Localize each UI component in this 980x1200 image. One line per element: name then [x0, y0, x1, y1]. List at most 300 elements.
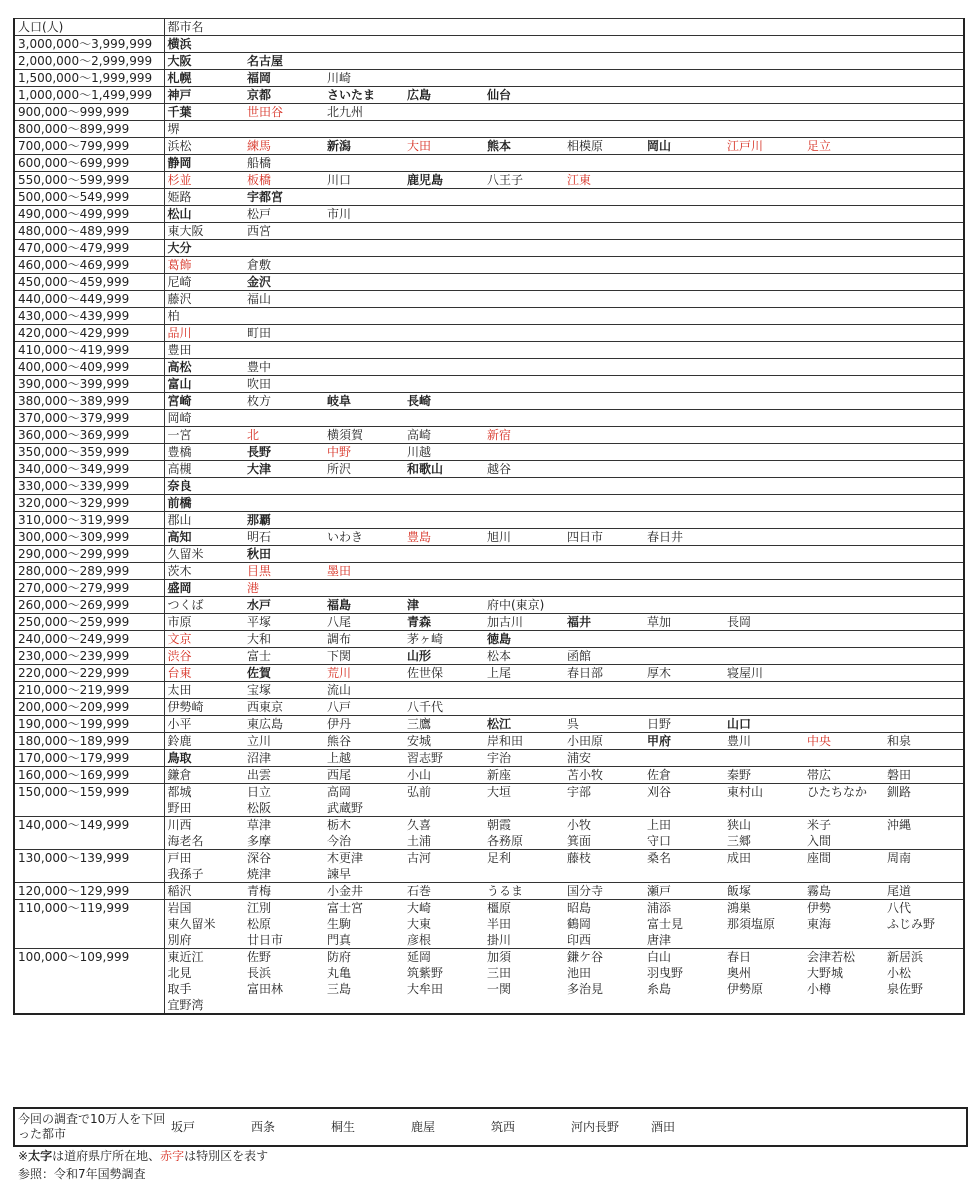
population-range: 1,000,000～1,499,999: [14, 87, 164, 104]
table-row: [14, 410, 964, 427]
city-cell: 鳥取: [164, 750, 244, 767]
population-range-continuation: [14, 833, 164, 850]
city-cell: 入間: [807, 834, 832, 848]
city-cell: [884, 580, 964, 597]
city-cell: 奈良: [164, 478, 244, 495]
city-cell: 吹田: [244, 376, 324, 393]
table-row: [14, 563, 964, 580]
city-cell: 豊橋: [164, 444, 244, 461]
table-row: [14, 189, 964, 206]
city-cell: 藤沢: [164, 291, 244, 308]
city-cell: 豊中: [244, 359, 324, 376]
population-range-continuation: [14, 932, 164, 949]
header-row: [14, 19, 964, 36]
city-cell: [724, 546, 804, 563]
city-cell: [324, 997, 404, 1014]
city-cell: [884, 546, 964, 563]
city-cell: 福島: [324, 597, 404, 614]
city-cell: [324, 512, 404, 529]
city-cell: 北九州: [324, 104, 404, 121]
city-cell: [404, 495, 484, 512]
city-cell: 川口: [324, 172, 404, 189]
city-cell: [484, 342, 564, 359]
population-range: 3,000,000～3,999,999: [14, 36, 164, 53]
city-cell: 厚木: [644, 665, 724, 682]
city-cell: [324, 36, 404, 53]
city-cell: [244, 495, 324, 512]
city-cell: 大牟田: [407, 982, 444, 996]
population-range-continuation: [14, 800, 164, 817]
city-cell: 久喜: [404, 817, 484, 834]
city-cell: 取手: [167, 982, 192, 996]
city-cell: [804, 529, 884, 546]
table-row: [14, 155, 964, 172]
population-range: 160,000～169,999: [14, 767, 164, 784]
city-cell: 西宮: [244, 223, 324, 240]
city-cell: [404, 53, 484, 70]
city-cell: 掛川: [487, 933, 512, 947]
table-row: [14, 478, 964, 495]
city-cell: 佐賀: [244, 665, 324, 682]
city-cell: 出雲: [244, 767, 324, 784]
city-cell: 大垣: [484, 784, 564, 801]
city-cell: [724, 512, 804, 529]
population-range: 470,000～479,999: [14, 240, 164, 257]
below-100k-city: 桐生: [331, 1120, 356, 1134]
city-cell: [564, 240, 644, 257]
city-cell: 浦添: [644, 900, 724, 917]
city-cell: 鎌倉: [164, 767, 244, 784]
notes: [18, 1147, 268, 1183]
city-cell: 練馬: [244, 138, 324, 155]
city-cell: [404, 997, 484, 1014]
city-cell: [404, 291, 484, 308]
table-row: [14, 121, 964, 138]
city-cell: 文京: [164, 631, 244, 648]
city-cell: [484, 376, 564, 393]
city-cell: 加須: [484, 949, 564, 966]
city-cell: 旭川: [484, 529, 564, 546]
city-cell: 佐世保: [404, 665, 484, 682]
city-cell: 大野城: [807, 966, 844, 980]
city-cell: 豊田: [164, 342, 244, 359]
city-cell: 下関: [324, 648, 404, 665]
city-cell: [884, 104, 964, 121]
city-cell: [564, 291, 644, 308]
city-cell: [404, 359, 484, 376]
table-row: [14, 36, 964, 53]
city-cell: [564, 342, 644, 359]
city-cell: [804, 546, 884, 563]
city-cell: [484, 291, 564, 308]
city-cell: [884, 393, 964, 410]
table-row: [14, 444, 964, 461]
city-cell: [644, 495, 724, 512]
city-cell: [404, 478, 484, 495]
city-cell: 浜松: [164, 138, 244, 155]
city-cell: [724, 997, 804, 1014]
table-row: [14, 949, 964, 966]
city-cell: [404, 257, 484, 274]
city-cell: [404, 206, 484, 223]
table-row: [14, 580, 964, 597]
population-range: 2,000,000～2,999,999: [14, 53, 164, 70]
city-cell: [884, 257, 964, 274]
city-cell: [484, 121, 564, 138]
city-cell: 久留米: [164, 546, 244, 563]
population-range: 340,000～349,999: [14, 461, 164, 478]
city-cell: 富士宮: [324, 900, 404, 917]
city-cell: [884, 444, 964, 461]
table-row: [14, 833, 964, 850]
city-cell: 大崎: [404, 900, 484, 917]
city-cell: 江東: [564, 172, 644, 189]
city-cell: さいたま: [324, 87, 404, 104]
city-cell: 港: [244, 580, 324, 597]
source-note: 参照：令和7年国勢調査: [18, 1167, 146, 1181]
city-cell: 高岡: [324, 784, 404, 801]
city-cell: 三島: [327, 982, 352, 996]
city-cell: 柏: [164, 308, 244, 325]
population-range: 100,000～109,999: [14, 949, 164, 966]
table-row: [14, 461, 964, 478]
table-row: [14, 866, 964, 883]
city-cell: 霧島: [804, 883, 884, 900]
city-cell: [644, 800, 724, 817]
city-cell: [644, 393, 724, 410]
city-cell: 京都: [244, 87, 324, 104]
population-range-continuation: [14, 981, 164, 997]
city-cell: [884, 597, 964, 614]
city-cell: [484, 699, 564, 716]
city-cell: [564, 997, 644, 1014]
city-cell: 羽曳野: [647, 966, 684, 980]
city-cell: [484, 189, 564, 206]
city-cell: 佐倉: [644, 767, 724, 784]
city-cell: 堺: [164, 121, 244, 138]
city-cell: [724, 70, 804, 87]
city-cell: 大東: [407, 917, 432, 931]
city-cell: 長崎: [404, 393, 484, 410]
population-range-continuation: [14, 866, 164, 883]
city-cell: [564, 478, 644, 495]
city-cell: [564, 36, 644, 53]
table-row: [14, 206, 964, 223]
population-range: 400,000～409,999: [14, 359, 164, 376]
city-cell: [564, 87, 644, 104]
city-cell: 葛飾: [164, 257, 244, 274]
table-row: [14, 883, 964, 900]
city-cell: [324, 495, 404, 512]
city-cell: 八尾: [324, 614, 404, 631]
city-cell: 寝屋川: [724, 665, 804, 682]
city-cell: 千葉: [164, 104, 244, 121]
city-cell: 上田: [644, 817, 724, 834]
city-cell: [884, 87, 964, 104]
city-cell: 松江: [484, 716, 564, 733]
population-range: 120,000～129,999: [14, 883, 164, 900]
city-cell: 川西: [164, 817, 244, 834]
city-cell: [804, 750, 884, 767]
table-row: [14, 631, 964, 648]
city-cell: 町田: [244, 325, 324, 342]
city-cell: [724, 648, 804, 665]
city-cell: 松戸: [244, 206, 324, 223]
table-row: [14, 965, 964, 981]
city-cell: [484, 682, 564, 699]
city-cell: [724, 393, 804, 410]
city-cell: 周南: [884, 850, 964, 867]
city-cell: 平塚: [244, 614, 324, 631]
city-cell: 高松: [164, 359, 244, 376]
city-cell: [324, 240, 404, 257]
city-cell: 我孫子: [167, 867, 204, 881]
city-cell: 八王子: [484, 172, 564, 189]
city-cell: [484, 563, 564, 580]
table-row: [14, 767, 964, 784]
city-cell: [724, 427, 804, 444]
city-cell: 野田: [167, 801, 192, 815]
city-cell: [324, 53, 404, 70]
city-cell: 藤枝: [564, 850, 644, 867]
city-cell: 橿原: [484, 900, 564, 917]
city-cell: [324, 546, 404, 563]
city-cell: [724, 631, 804, 648]
city-cell: [884, 512, 964, 529]
city-cell: [564, 155, 644, 172]
city-cell: 茅ヶ崎: [404, 631, 484, 648]
city-cell: 静岡: [164, 155, 244, 172]
city-cell: 春日部: [564, 665, 644, 682]
city-cell: [804, 682, 884, 699]
city-cell: 大分: [164, 240, 244, 257]
city-cell: [884, 461, 964, 478]
city-cell: 上尾: [484, 665, 564, 682]
city-cell: [884, 716, 964, 733]
city-cell: 名古屋: [244, 53, 324, 70]
city-cell: [884, 410, 964, 427]
population-range: 410,000～419,999: [14, 342, 164, 359]
city-cell: 大阪: [164, 53, 244, 70]
table-row: [14, 546, 964, 563]
city-cell: 奥州: [727, 966, 752, 980]
city-cell: [804, 223, 884, 240]
city-cell: 長岡: [724, 614, 804, 631]
city-cell: [804, 410, 884, 427]
city-cell: 郡山: [164, 512, 244, 529]
population-range: 380,000～389,999: [14, 393, 164, 410]
city-cell: [724, 104, 804, 121]
below-100k-city: 筑西: [491, 1120, 516, 1134]
city-cell: 相模原: [564, 138, 644, 155]
city-cell: [724, 291, 804, 308]
city-cell: 福井: [564, 614, 644, 631]
header-city: 都市名: [164, 19, 964, 36]
city-cell: [884, 631, 964, 648]
city-cell: 三田: [487, 966, 512, 980]
city-cell: [484, 393, 564, 410]
city-cell: 守口: [647, 834, 672, 848]
table-row: [14, 733, 964, 750]
city-cell: 青森: [404, 614, 484, 631]
city-cell: 徳島: [484, 631, 564, 648]
city-cell: [404, 682, 484, 699]
city-cell: [564, 223, 644, 240]
city-cell: 三郷: [727, 834, 752, 848]
city-cell: 昭島: [564, 900, 644, 917]
city-cell: [884, 665, 964, 682]
city-cell: [644, 325, 724, 342]
city-cell: 伊丹: [324, 716, 404, 733]
city-cell: [644, 274, 724, 291]
city-cell: [324, 257, 404, 274]
table-row: [14, 393, 964, 410]
city-cell: 富士: [244, 648, 324, 665]
city-cell: 小田原: [564, 733, 644, 750]
city-cell: 札幌: [164, 70, 244, 87]
city-cell: 富士見: [647, 917, 684, 931]
table-row: [14, 916, 964, 932]
city-cell: 横浜: [164, 36, 244, 53]
city-cell: [404, 155, 484, 172]
city-cell: [484, 495, 564, 512]
city-cell: 日野: [644, 716, 724, 733]
city-cell: [804, 189, 884, 206]
city-cell: 世田谷: [244, 104, 324, 121]
city-cell: [564, 121, 644, 138]
population-range: 480,000～489,999: [14, 223, 164, 240]
below-100k-row: [15, 1109, 966, 1145]
population-range: 140,000～149,999: [14, 817, 164, 834]
city-cell: [724, 155, 804, 172]
city-cell: [484, 444, 564, 461]
city-cell: 市川: [324, 206, 404, 223]
city-cell: [404, 512, 484, 529]
city-cell: [324, 189, 404, 206]
population-range: 390,000～399,999: [14, 376, 164, 393]
city-cell: [724, 376, 804, 393]
city-cell: [244, 342, 324, 359]
below-100k-city: 鹿屋: [411, 1120, 436, 1134]
population-range: 450,000～459,999: [14, 274, 164, 291]
city-cell: [804, 444, 884, 461]
city-cell: 江戸川: [724, 138, 804, 155]
city-cell: [804, 866, 884, 883]
city-cell: [804, 997, 884, 1014]
city-cell: 鈴鹿: [164, 733, 244, 750]
city-cell: 岐阜: [324, 393, 404, 410]
table-row: [14, 932, 964, 949]
table-row: [14, 597, 964, 614]
city-cell: 横須賀: [324, 427, 404, 444]
city-cell: [724, 325, 804, 342]
city-cell: [724, 597, 804, 614]
city-cell: [244, 121, 324, 138]
city-cell: 倉敷: [244, 257, 324, 274]
city-cell: 狭山: [724, 817, 804, 834]
city-cell: [404, 325, 484, 342]
city-cell: 春日: [724, 949, 804, 966]
table-row: [14, 257, 964, 274]
city-cell: [564, 631, 644, 648]
city-cell: 刈谷: [644, 784, 724, 801]
city-cell: [324, 223, 404, 240]
legend-red-word: 赤字: [160, 1149, 185, 1163]
city-cell: [644, 291, 724, 308]
city-cell: [564, 325, 644, 342]
city-cell: 帯広: [804, 767, 884, 784]
city-cell: 荒川: [324, 665, 404, 682]
population-range: 360,000～369,999: [14, 427, 164, 444]
population-range: 370,000～379,999: [14, 410, 164, 427]
city-cell: 墨田: [324, 563, 404, 580]
city-cell: 八戸: [324, 699, 404, 716]
city-cell: 朝霞: [484, 817, 564, 834]
city-cell: [724, 750, 804, 767]
city-cell: 新宿: [484, 427, 564, 444]
population-range: 320,000～329,999: [14, 495, 164, 512]
city-cell: [404, 376, 484, 393]
city-cell: 足利: [484, 850, 564, 867]
city-cell: [724, 410, 804, 427]
city-cell: [244, 308, 324, 325]
city-cell: [724, 189, 804, 206]
city-cell: 品川: [164, 325, 244, 342]
city-cell: [724, 172, 804, 189]
city-cell: 岡山: [644, 138, 724, 155]
city-cell: 生駒: [327, 917, 352, 931]
city-cell: 成田: [724, 850, 804, 867]
city-cell: つくば: [164, 597, 244, 614]
city-cell: 足立: [804, 138, 884, 155]
table-row: [14, 665, 964, 682]
city-cell: 松原: [247, 917, 272, 931]
city-cell: 新潟: [324, 138, 404, 155]
city-cell: 盛岡: [164, 580, 244, 597]
city-cell: 古河: [404, 850, 484, 867]
city-cell: [884, 997, 964, 1014]
city-cell: [884, 699, 964, 716]
city-cell: [804, 563, 884, 580]
city-cell: [804, 478, 884, 495]
city-cell: 筑紫野: [407, 966, 444, 980]
table-row: [14, 223, 964, 240]
city-cell: [644, 155, 724, 172]
table-row: [14, 291, 964, 308]
table-row: [14, 274, 964, 291]
city-cell: [804, 121, 884, 138]
city-cell: 米子: [804, 817, 884, 834]
city-cell: 日立: [244, 784, 324, 801]
city-cell: [644, 87, 724, 104]
city-cell: [804, 800, 884, 817]
city-cell: [644, 206, 724, 223]
city-cell: 八千代: [404, 699, 484, 716]
city-cell: [804, 87, 884, 104]
city-cell: [644, 53, 724, 70]
city-cell: [884, 206, 964, 223]
city-cell: [884, 529, 964, 546]
city-cell: 鹿児島: [404, 172, 484, 189]
table-row: [14, 495, 964, 512]
city-cell: [804, 580, 884, 597]
population-range: 270,000～279,999: [14, 580, 164, 597]
city-cell: [564, 206, 644, 223]
city-cell: [404, 866, 484, 883]
city-cell: 山口: [724, 716, 804, 733]
population-range: 550,000～599,999: [14, 172, 164, 189]
city-cell: [644, 580, 724, 597]
